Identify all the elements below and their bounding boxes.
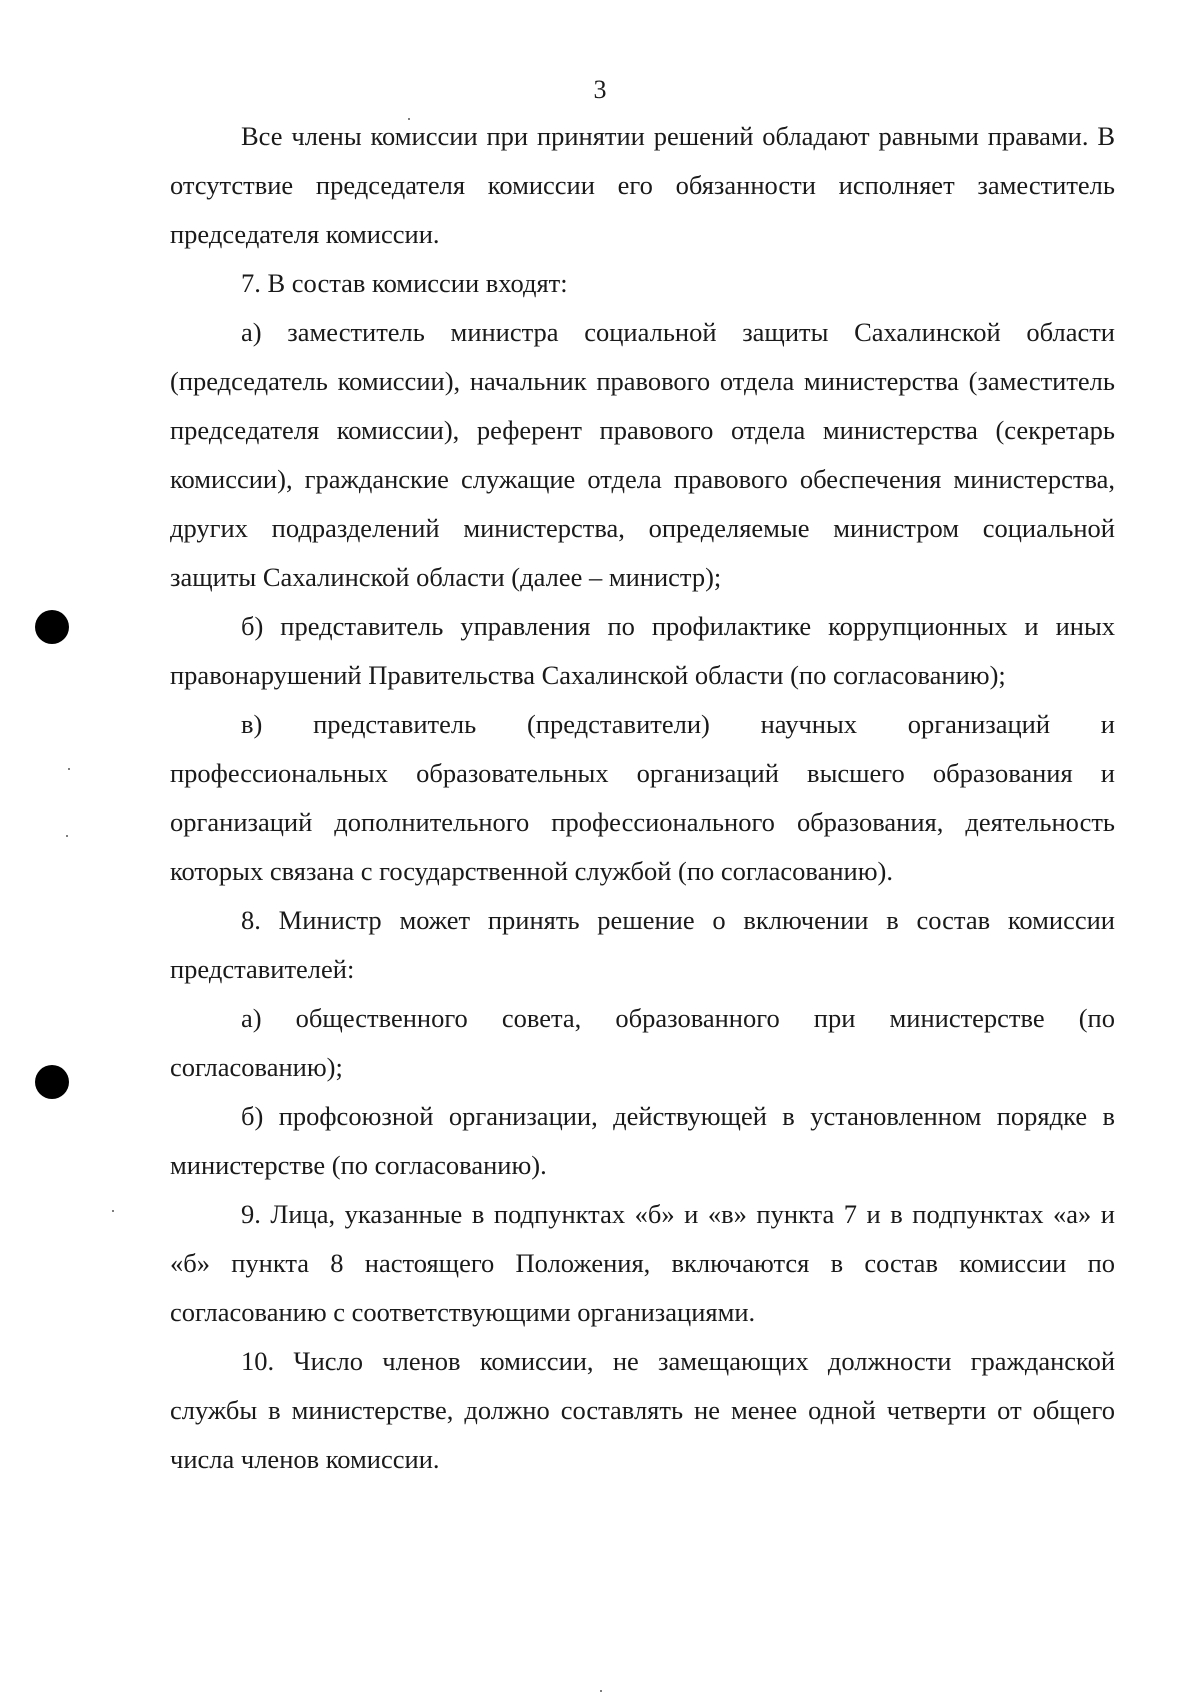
punch-hole-mark [35,610,69,644]
paragraph-item-10: 10. Число членов комиссии, не замещающих должности гражданской службы в министерстве, должно составлять не менее одной четверти от общего числа членов комиссии. [170,1346,1115,1474]
paragraph-item-7b: б) представитель управления по профилактике коррупционных и иных правонарушений Правительства Сахалинской области (по согласованию); [170,611,1115,690]
paragraph-item-7a: а) заместитель министра социальной защиты Сахалинской области (председатель комиссии), начальник правового отдела министерства (заместитель председателя комиссии), референт правового отдела министерства (секретарь комиссии), гражданские служащие отдела правового обеспечения министерства, других подразделений министерства, определяемые министром социальной защиты Сахалинской области (далее – министр); [170,317,1115,592]
scan-speck [68,768,70,770]
scan-speck [112,1210,114,1212]
paragraph-item-8a: а) общественного совета, образованного при министерстве (по согласованию); [170,1003,1115,1082]
paragraph-equal-rights: Все члены комиссии при принятии решений обладают равными правами. В отсутствие председателя комиссии его обязанности исполняет заместитель председателя комиссии. [170,121,1115,249]
paragraph-item-7v: в) представитель (представители) научных организаций и профессиональных образовательных организаций высшего образования и организаций дополнительного профессионального образования, деятельность которых связана с государственной службой (по согласованию). [170,709,1115,886]
paragraph-item-9: 9. Лица, указанные в подпунктах «б» и «в» пункта 7 и в подпунктах «а» и «б» пункта 8 настоящего Положения, включаются в состав комиссии по согласованию с соответствующими организациями. [170,1199,1115,1327]
scan-speck [408,118,410,120]
scan-speck [66,835,68,837]
paragraph-item-8b: б) профсоюзной организации, действующей в установленном порядке в министерстве (по согласованию). [170,1101,1115,1180]
punch-hole-mark [35,1065,69,1099]
paragraph-item-7: 7. В состав комиссии входят: [241,268,568,298]
document-body [170,112,1115,1484]
paragraph-item-8: 8. Министр может принять решение о включении в состав комиссии представителей: [170,905,1115,984]
scan-speck [600,1690,602,1692]
page-number: 3 [593,75,607,104]
